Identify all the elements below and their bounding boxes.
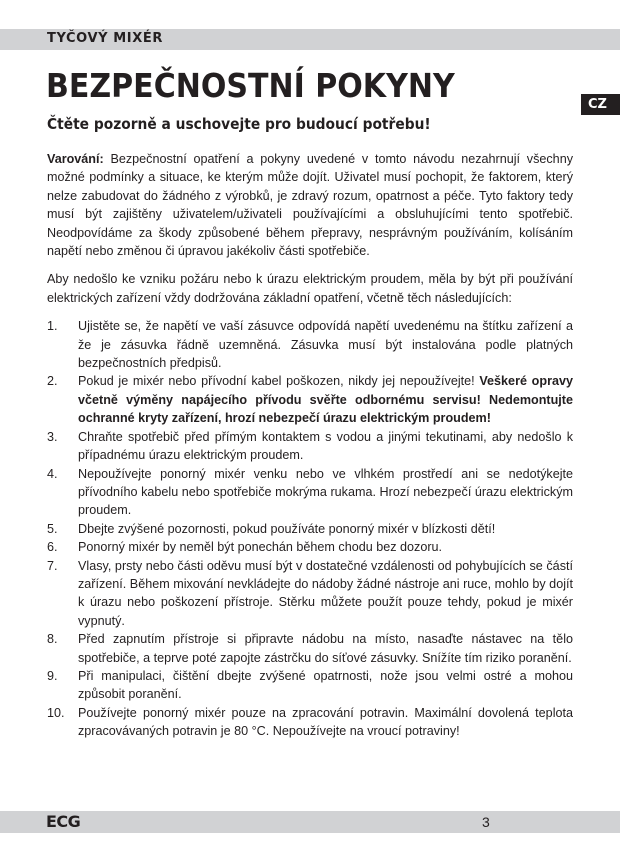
warning-text: Bezpečnostní opatření a pokyny uvedené v tomto návodu nezahrnují všechny možné podmínky a situace, ke kterým může dojít. Uživatel musí pochopit, že faktorem, který nelze zabudovat do žádného z výrobků, je zdravý rozum, opatrnost a péče. Tyto faktory tedy musí být zajištěny uživatelem/uživateli používajícími a obsluhujícími tento spotřebič. Neodpovídáme za škody způsobené během přepravy, nesprávným používáním, kolísáním napětí nebo změnou či úpravou jakékoliv části spotřebiče.: [47, 152, 573, 259]
item-number: 6.: [47, 540, 58, 555]
list-item: [47, 372, 573, 427]
item-number: 7.: [47, 558, 58, 573]
item-text: Chraňte spotřebič před přímým kontaktem s vodou a jinými tekutinami, aby nedošlo k případnému úrazu elektrickým proudem.: [78, 429, 573, 463]
list-item: [47, 520, 573, 538]
list-item: [47, 465, 573, 520]
list-item: [47, 557, 573, 631]
intro-paragraph: Aby nedošlo ke vzniku požáru nebo k úrazu elektrickým proudem, měla by být při používání elektrických zařízení vždy dodržována základní opatření, včetně těch následujících:: [47, 272, 573, 305]
list-item: [47, 630, 573, 667]
list-item: [47, 538, 573, 556]
page-subtitle: Čtěte pozorně a uschovejte pro budoucí potřebu!: [47, 115, 431, 133]
page-title: BEZPEČNOSTNÍ POKYNY: [46, 66, 455, 105]
item-text: Před zapnutím přístroje si připravte nádobu na místo, nasaďte nástavec na tělo spotřebiče, a teprve poté zapojte zástrčku do síťové zásuvky. Snížíte tím riziko poranění.: [78, 632, 573, 665]
item-number: 3.: [47, 429, 58, 444]
footer-bar: [0, 811, 620, 833]
item-number: 4.: [47, 466, 58, 481]
item-number: 1.: [47, 319, 58, 334]
list-item: [47, 428, 573, 465]
item-text: Ujistěte se, že napětí ve vaší zásuvce odpovídá napětí uvedenému na štítku zařízení a že je zásuvka řádně uzemněná. Zásuvka musí být instalována podle platných bezpečnostních předpisů.: [78, 319, 573, 371]
brand-logo: ECG: [46, 812, 81, 831]
item-bold-text: Veškeré opravy včetně výměny napájecího přívodu svěřte odbornému servisu! Nedemontujte ochranné kryty zařízení, hrozí nebezpečí úrazu elektrickým proudem!: [78, 374, 573, 426]
item-text: Nepoužívejte ponorný mixér venku nebo ve vlhkém prostředí ani se nedotýkejte přívodního kabelu nebo spotřebiče mokrýma rukama. Hrozí nebezpečí úrazu elektrickým proudem.: [78, 466, 573, 518]
page-number: 3: [482, 814, 490, 830]
item-number: 2.: [47, 374, 58, 389]
warning-label: Varování:: [47, 152, 104, 166]
safety-instructions-list: [47, 317, 573, 740]
running-header-bar: [0, 29, 620, 50]
product-title: TYČOVÝ MIXÉR: [47, 31, 163, 46]
item-text: Používejte ponorný mixér pouze na zpracování potravin. Maximální dovolená teplota zpracovávaných potravin je 80 °C. Nepoužívejte na vroucí potraviny!: [78, 705, 573, 739]
item-number: 8.: [47, 632, 58, 647]
document-body: [47, 150, 573, 741]
language-badge: CZ: [581, 94, 620, 115]
item-number: 9.: [47, 668, 58, 683]
list-item: [47, 704, 573, 741]
item-text: Při manipulaci, čištění dbejte zvýšené opatrnosti, nože jsou velmi ostré a mohou způsobit poranění.: [78, 668, 573, 702]
list-item: [47, 317, 573, 372]
item-text: Ponorný mixér by neměl být ponechán během chodu bez dozoru.: [78, 540, 443, 555]
item-text: Vlasy, prsty nebo části oděvu musí být v dostatečné vzdálenosti od pohybujících se částí zařízení. Během mixování nevkládejte do nádoby žádné nástroje ani ruce, mohlo by dojít k úrazu nebo poškození přístroje. Stěrku můžete použít pouze tehdy, pokud je mixér vypnutý.: [78, 558, 573, 628]
item-number: 5.: [47, 521, 58, 536]
list-item: [47, 667, 573, 704]
item-text: Dbejte zvýšené pozornosti, pokud používáte ponorný mixér v blízkosti dětí!: [78, 521, 496, 536]
warning-paragraph: [47, 150, 573, 260]
item-number: 10.: [47, 705, 65, 720]
item-text: Pokud je mixér nebo přívodní kabel poškozen, nikdy jej nepoužívejte!: [78, 374, 480, 389]
